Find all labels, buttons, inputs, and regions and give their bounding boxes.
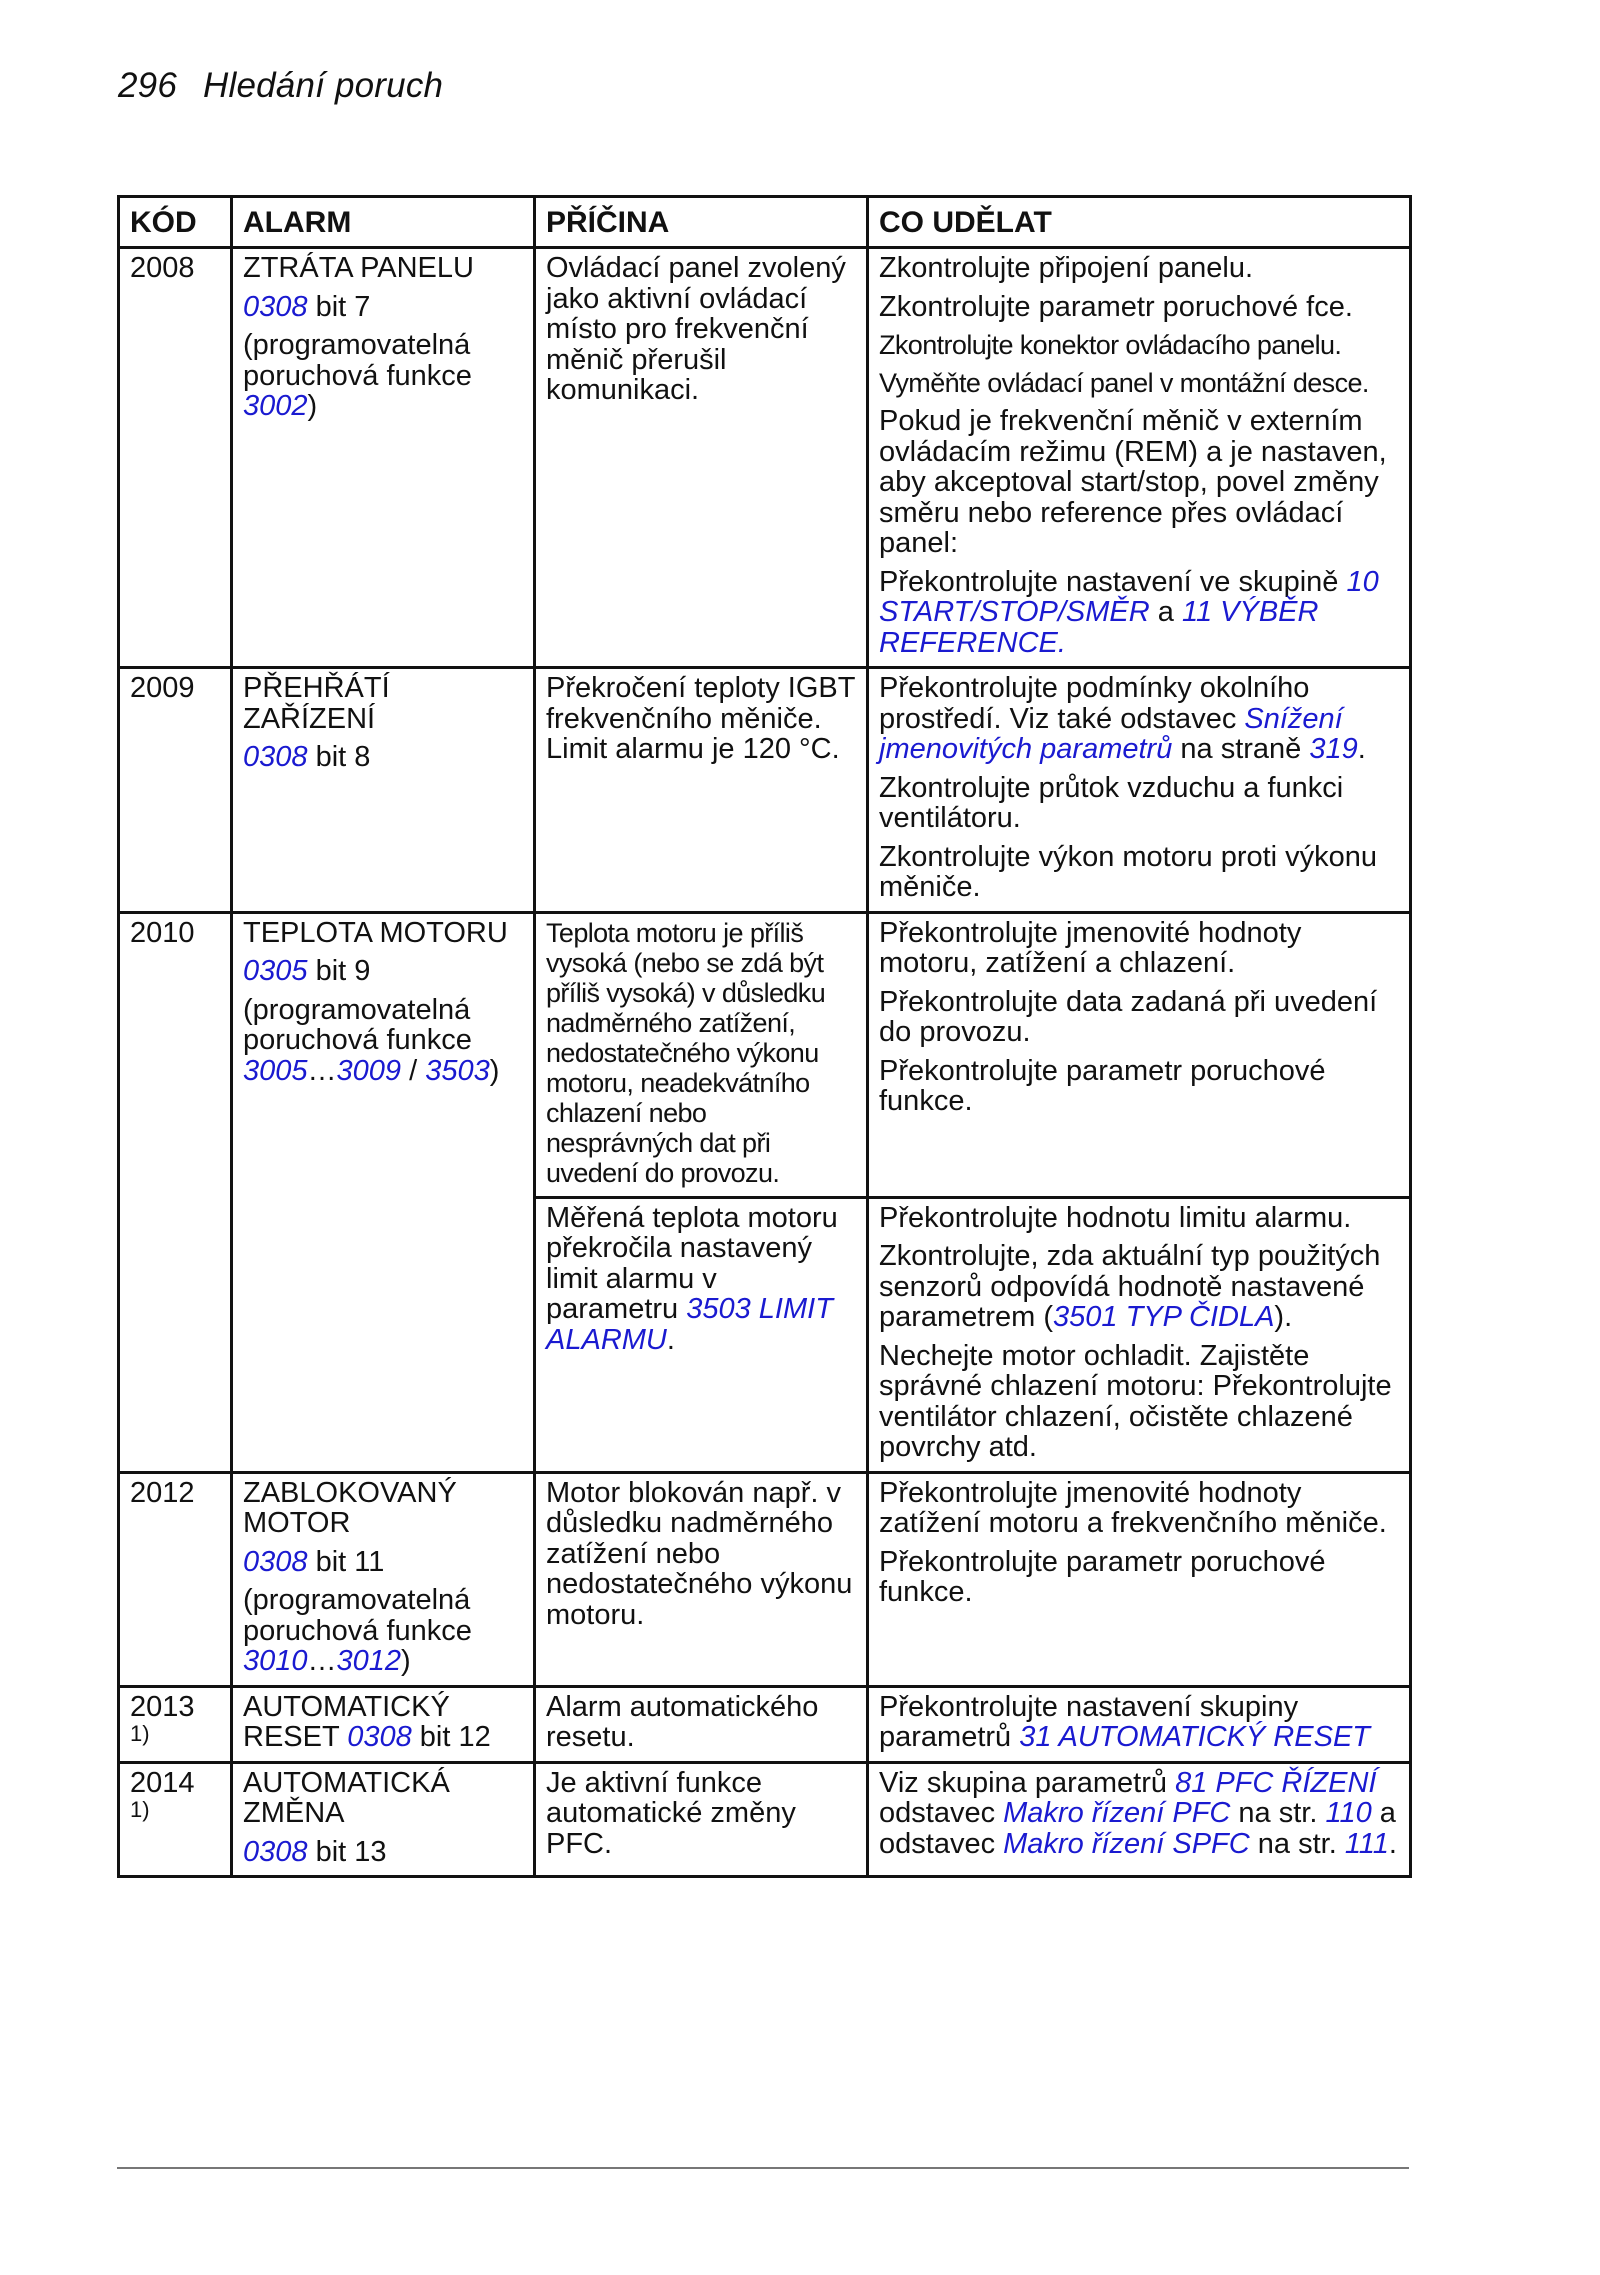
header-kod: KÓD [119,197,232,248]
param-link[interactable]: 3012 [336,1645,402,1677]
action-text: Překontrolujte nastavení skupiny parametrů [879,1690,1299,1753]
prog-close: ) [307,390,318,422]
action-text: . [1357,733,1366,765]
alarm-name-cell [232,668,535,913]
alarm-action-cell [868,1762,1411,1877]
alarm-bit: bit 7 [307,290,371,323]
footnote-marker: 1) [130,1721,150,1746]
prog-close: ) [401,1645,411,1677]
alarm-action-cell [868,248,1411,668]
alarm-cause: Je aktivní funkce automatické změny PFC. [535,1762,868,1877]
action-text: Viz skupina parametrů [879,1766,1176,1799]
action-text: na str. [1230,1797,1326,1829]
alarm-name-cell [232,1686,535,1762]
alarm-cause: Teplota motoru je příliš vysoká (nebo se zdá být příliš vysoká) v důsledku nadměrného zatížení, nedostatečného výkonu motoru, neadekvátního chlazení nebo nesprávných dat při uvedení do provozu. [535,912,868,1197]
alarm-name: AUTOMATICKÝ RESET [243,1690,450,1753]
alarm-cause: Překročení teploty IGBT frekvenčního měniče. Limit alarmu je 120 °C. [535,668,868,913]
footnote-marker: 1) [130,1797,150,1822]
page-header [118,66,443,106]
table-row [119,1762,1411,1877]
alarm-code: 2013 [130,1690,195,1723]
param-group-link[interactable]: 10 START/STOP/SMĚR [879,565,1379,628]
table-row [119,1686,1411,1762]
alarm-action-cell [868,1472,1411,1686]
page-link[interactable]: 110 [1325,1797,1372,1829]
alarm-code-cell [119,1686,232,1762]
action-item: Zkontrolujte parametr poruchové fce. [879,290,1353,323]
alarm-action-cell [868,1686,1411,1762]
alarm-table [117,195,1412,1878]
header-co-udelat: CO UDĚLAT [868,197,1411,248]
action-item: Zkontrolujte připojení panelu. [879,252,1254,284]
alarm-name: PŘEHŘÁTÍ ZAŘÍZENÍ [243,672,390,735]
action-item: Pokud je frekvenční měnič v externím ovládacím režimu (REM) a je nastaven, aby akceptoval start/stop, povel změny směru nebo reference přes ovládací panel: [879,405,1387,559]
alarm-cause: Ovládací panel zvolený jako aktivní ovládací místo pro frekvenční měnič přerušil komunikaci. [535,248,868,668]
action-item: Překontrolujte parametr poruchové funkce. [879,1545,1326,1608]
action-item: Zkontrolujte výkon motoru proti výkonu měniče. [879,840,1378,903]
action-item [879,673,1399,765]
alarm-param [243,956,523,987]
action-item: Vyměňte ovládací panel v montážní desce. [879,368,1369,398]
action-text: Překontrolujte podmínky okolního prostředí. Viz také odstavec [879,672,1310,735]
alarm-code: 2009 [119,668,232,913]
table-row [119,668,1411,913]
alarm-name: AUTOMATICKÁ ZMĚNA [243,1766,450,1829]
action-item: Zkontrolujte konektor ovládacího panelu. [879,330,1342,360]
cause-text: . [666,1323,675,1356]
action-item: Překontrolujte parametr poruchové funkce. [879,1054,1326,1117]
param-link[interactable]: 0305 [243,955,308,987]
param-link[interactable]: 3503 [425,1054,490,1087]
table-row [119,912,1411,1197]
param-link[interactable]: 0308 [243,741,308,773]
param-group-link[interactable]: 31 AUTOMATICKÝ RESET [1019,1721,1370,1753]
param-link[interactable]: 0308 [347,1721,412,1753]
alarm-bit: bit 13 [307,1835,387,1868]
alarm-name: TEPLOTA MOTORU [243,916,508,949]
alarm-code: 2014 [130,1766,195,1799]
action-item: Překontrolujte jmenovité hodnoty motoru, zatížení a chlazení. [879,916,1302,979]
action-text: Zkontrolujte, zda aktuální typ použitých senzorů odpovídá hodnotě nastavené parametrem ( [879,1240,1381,1333]
alarm-param [243,1547,523,1578]
section-link[interactable]: Makro řízení PFC [1003,1797,1231,1829]
action-item: Nechejte motor ochladit. Zajistěte správné chlazení motoru: Překontrolujte ventilátor chlazení, očistěte chlazené povrchy atd. [879,1339,1392,1463]
alarm-name-cell [232,248,535,668]
alarm-cause [535,1197,868,1472]
action-text: na str. [1249,1827,1345,1860]
alarm-name: ZABLOKOVANÝ MOTOR [243,1476,457,1539]
param-link[interactable]: 3009 [336,1054,402,1087]
alarm-code: 2008 [119,248,232,668]
action-item [879,1241,1399,1333]
action-text: . [1388,1827,1397,1860]
alarm-code: 2010 [119,912,232,1472]
page-title: Hledání poruch [203,66,444,105]
param-link[interactable]: 3503 LIMIT ALARMU [546,1293,833,1356]
param-link[interactable]: 3002 [243,390,308,422]
prog-text: / [401,1054,426,1087]
alarm-programmable [243,1585,523,1677]
header-alarm: ALARM [232,197,535,248]
table-row [119,1472,1411,1686]
prog-text: … [307,1645,337,1677]
action-item: Překontrolujte hodnotu limitu alarmu. [879,1201,1352,1234]
alarm-action-cell [868,912,1411,1197]
alarm-code: 2012 [119,1472,232,1686]
page-link[interactable]: 111 [1344,1827,1389,1860]
section-link[interactable]: Snížení jmenovitých parametrů [879,702,1343,765]
alarm-name-cell [232,1762,535,1877]
action-item: Překontrolujte jmenovité hodnoty zatížení motoru a frekvenčního měniče. [879,1476,1387,1539]
page-link[interactable]: 319 [1309,733,1358,765]
param-link[interactable]: 3005 [243,1054,308,1087]
alarm-bit: bit 8 [307,741,371,773]
action-text: a [1149,596,1182,628]
prog-close: ) [489,1054,500,1087]
prog-text: (programovatelná poruchová funkce [243,993,472,1056]
alarm-code-cell [119,1762,232,1877]
param-link[interactable]: 3501 TYP ČIDLA [1053,1301,1275,1333]
table-row [119,248,1411,668]
alarm-cause: Alarm automatického resetu. [535,1686,868,1762]
action-text: Překontrolujte nastavení ve skupině [879,565,1347,598]
param-link[interactable]: 0308 [243,290,308,323]
param-group-link[interactable]: 81 PFC ŘÍZENÍ [1175,1766,1377,1799]
prog-text: (programovatelná poruchová funkce [243,1584,472,1647]
alarm-bit: bit 12 [411,1721,491,1753]
alarm-param [243,292,523,323]
alarm-bit: bit 9 [307,955,371,987]
page-number: 296 [118,66,177,105]
alarm-param [243,742,523,773]
param-group-link[interactable]: 11 VÝBĚR REFERENCE. [879,596,1319,659]
table-header-row [119,197,1411,248]
alarm-bit: bit 11 [307,1545,385,1578]
prog-text: (programovatelná poruchová funkce [243,329,472,392]
action-item [879,567,1399,659]
prog-text: … [307,1054,337,1087]
action-item: Zkontrolujte průtok vzduchu a funkci ventilátoru. [879,771,1344,834]
alarm-name: ZTRÁTA PANELU [243,252,474,284]
alarm-action-cell [868,1197,1411,1472]
action-item: Překontrolujte data zadaná při uvedení do provozu. [879,985,1378,1048]
alarm-programmable [243,995,523,1087]
alarm-param [243,1837,523,1868]
param-link[interactable]: 0308 [243,1545,308,1578]
alarm-action-cell [868,668,1411,913]
param-link[interactable]: 0308 [243,1835,308,1868]
alarm-programmable [243,330,523,422]
alarm-name-cell [232,912,535,1472]
footer-divider [117,2167,1409,2169]
action-text: a odstavec [879,1797,1396,1860]
alarm-cause: Motor blokován např. v důsledku nadměrného zatížení nebo nedostatečného výkonu motoru. [535,1472,868,1686]
cause-text: Měřená teplota motoru překročila nastavený limit alarmu v parametru [546,1201,838,1325]
action-text: odstavec [879,1797,1004,1829]
action-text: ). [1274,1301,1293,1333]
alarm-name-cell [232,1472,535,1686]
param-link[interactable]: 3010 [243,1645,308,1677]
header-pricina: PŘÍČINA [535,197,868,248]
section-link[interactable]: Makro řízení SPFC [1003,1827,1250,1860]
action-text: na straně [1172,733,1310,765]
